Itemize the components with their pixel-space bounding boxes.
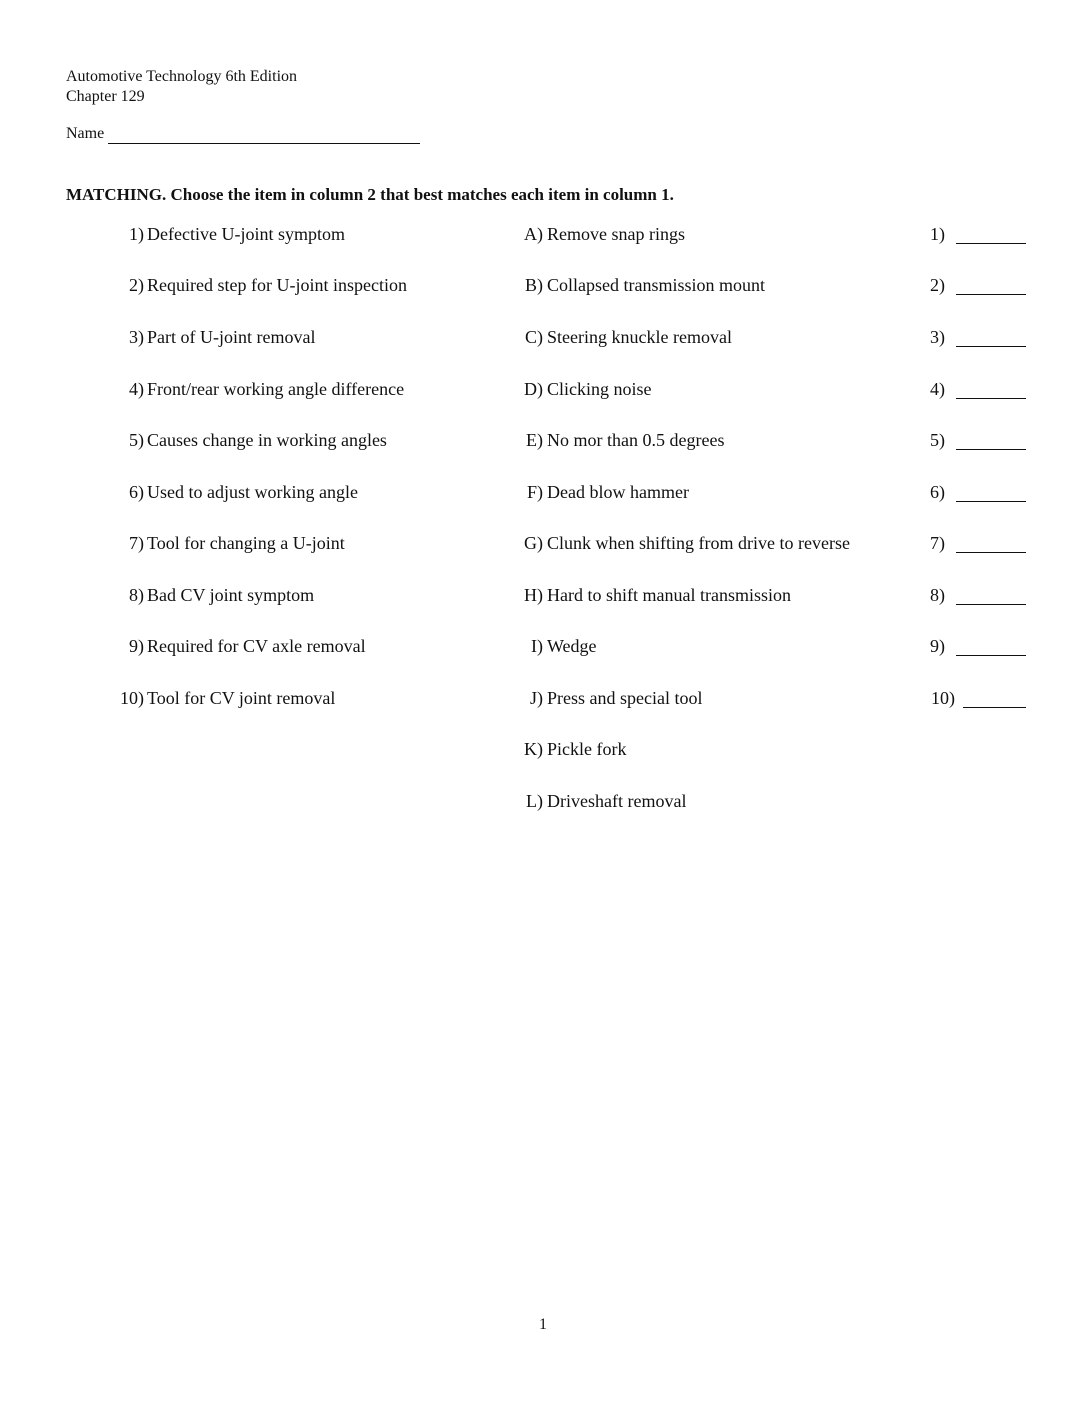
answer-number: 8) <box>930 585 945 605</box>
answer-number: 4) <box>930 379 945 399</box>
col2-letter: H) <box>524 585 543 605</box>
answer-number: 7) <box>930 533 945 553</box>
col1-number: 2) <box>129 275 144 295</box>
chapter-label: Chapter 129 <box>66 88 145 105</box>
col1-number: 1) <box>129 224 144 244</box>
answer-blank[interactable] <box>956 552 1026 553</box>
name-label: Name <box>66 125 105 142</box>
col2-letter: K) <box>524 739 543 759</box>
col1-item: Used to adjust working angle <box>147 482 358 502</box>
answer-blank[interactable] <box>956 655 1026 656</box>
col1-number: 5) <box>129 430 144 450</box>
instructions: MATCHING. Choose the item in column 2 that best matches each item in column 1. <box>66 185 674 204</box>
col1-number: 6) <box>129 482 144 502</box>
answer-blank[interactable] <box>956 604 1026 605</box>
page-number: 1 <box>539 1316 547 1333</box>
col2-letter: I) <box>531 636 543 656</box>
col2-item: Clunk when shifting from drive to reverse <box>547 533 850 553</box>
col1-item: Part of U-joint removal <box>147 327 316 347</box>
name-blank-line[interactable] <box>108 143 420 144</box>
answer-blank[interactable] <box>956 501 1026 502</box>
col1-number: 9) <box>129 636 144 656</box>
col2-item: Pickle fork <box>547 739 627 759</box>
answer-number: 3) <box>930 327 945 347</box>
col2-letter: A) <box>524 224 543 244</box>
col2-item: Wedge <box>547 636 597 656</box>
col2-item: Dead blow hammer <box>547 482 689 502</box>
col2-item: Collapsed transmission mount <box>547 275 765 295</box>
col1-item: Required for CV axle removal <box>147 636 366 656</box>
col1-item: Causes change in working angles <box>147 430 387 450</box>
col1-number: 10) <box>120 688 144 708</box>
col2-item: Press and special tool <box>547 688 703 708</box>
col2-item: Steering knuckle removal <box>547 327 732 347</box>
col1-number: 4) <box>129 379 144 399</box>
col1-item: Tool for CV joint removal <box>147 688 336 708</box>
answer-blank[interactable] <box>956 449 1026 450</box>
answer-number: 6) <box>930 482 945 502</box>
col1-number: 8) <box>129 585 144 605</box>
col2-letter: F) <box>526 482 543 502</box>
col2-letter: E) <box>526 430 543 450</box>
col2-letter: L) <box>526 791 543 811</box>
col2-item: Remove snap rings <box>547 224 685 244</box>
answer-number: 5) <box>930 430 945 450</box>
col1-number: 3) <box>129 327 144 347</box>
col2-letter: J) <box>530 688 543 708</box>
answer-blank[interactable] <box>956 294 1026 295</box>
answer-number: 2) <box>930 275 945 295</box>
col2-item: Clicking noise <box>547 379 652 399</box>
col2-letter: D) <box>524 379 543 399</box>
col1-item: Tool for changing a U-joint <box>147 533 345 553</box>
col2-item: Hard to shift manual transmission <box>547 585 791 605</box>
answer-blank[interactable] <box>956 243 1026 244</box>
book-title: Automotive Technology 6th Edition <box>66 68 298 85</box>
col2-letter: G) <box>524 533 543 553</box>
col1-item: Front/rear working angle difference <box>147 379 405 399</box>
answer-blank[interactable] <box>956 346 1026 347</box>
answer-blank[interactable] <box>956 398 1026 399</box>
answer-number: 9) <box>930 636 945 656</box>
answer-number: 10) <box>931 688 955 708</box>
col2-item: No mor than 0.5 degrees <box>547 430 725 450</box>
col2-letter: B) <box>525 275 543 295</box>
col2-item: Driveshaft removal <box>547 791 687 811</box>
col1-item: Required step for U-joint inspection <box>147 275 407 295</box>
answer-number: 1) <box>930 224 945 244</box>
col1-number: 7) <box>129 533 144 553</box>
answer-blank[interactable] <box>963 707 1026 708</box>
col2-letter: C) <box>525 327 543 347</box>
col1-item: Defective U-joint symptom <box>147 224 345 244</box>
col1-item: Bad CV joint symptom <box>147 585 315 605</box>
